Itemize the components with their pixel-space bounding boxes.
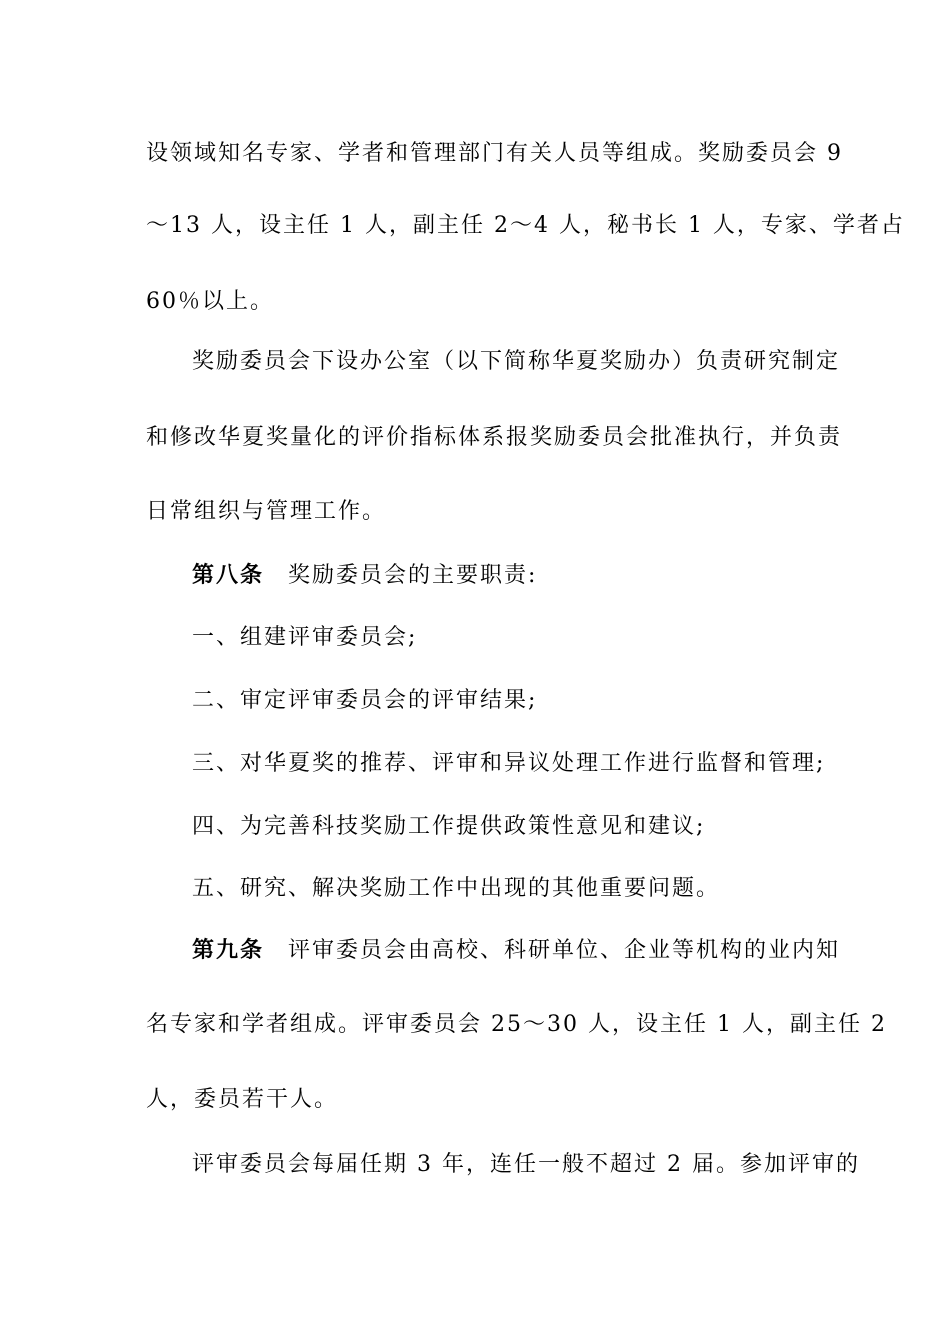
- paragraph-line: 评审委员会每届任期 3 年，连任一般不超过 2 届。参加评审的: [192, 1152, 860, 1177]
- paragraph-line: ～13 人，设主任 1 人，副主任 2～4 人，秘书长 1 人，专家、学者占: [146, 213, 905, 238]
- paragraph-line: 日常组织与管理工作。: [146, 499, 387, 524]
- list-item: 四、为完善科技奖励工作提供政策性意见和建议;: [192, 814, 706, 839]
- list-item: 三、对华夏奖的推荐、评审和异议处理工作进行监督和管理;: [192, 751, 826, 776]
- list-item: 二、审定评审委员会的评审结果;: [192, 688, 538, 713]
- article-8-line: [192, 560, 811, 590]
- paragraph-line: 奖励委员会下设办公室（以下简称华夏奖励办）负责研究制定: [192, 349, 841, 374]
- article-8-text: 奖励委员会的主要职责:: [288, 563, 538, 588]
- article-8-heading: 第八条: [192, 562, 265, 588]
- paragraph-line: 名专家和学者组成。评审委员会 25～30 人，设主任 1 人，副主任 2: [146, 1012, 887, 1037]
- paragraph-line: 设领域知名专家、学者和管理部门有关人员等组成。奖励委员会 9: [146, 141, 843, 166]
- paragraph-line: 和修改华夏奖量化的评价指标体系报奖励委员会批准执行，并负责: [146, 425, 843, 450]
- paragraph-line: 人，委员若干人。: [146, 1087, 339, 1112]
- list-item: 五、研究、解决奖励工作中出现的其他重要问题。: [192, 876, 721, 901]
- article-9-text: 评审委员会由高校、科研单位、企业等机构的业内知: [288, 938, 841, 963]
- article-9-line: [192, 935, 841, 965]
- article-9-heading: 第九条: [192, 937, 265, 963]
- paragraph-line: 60％以上。: [146, 289, 274, 314]
- list-item: 一、组建评审委员会;: [192, 625, 418, 650]
